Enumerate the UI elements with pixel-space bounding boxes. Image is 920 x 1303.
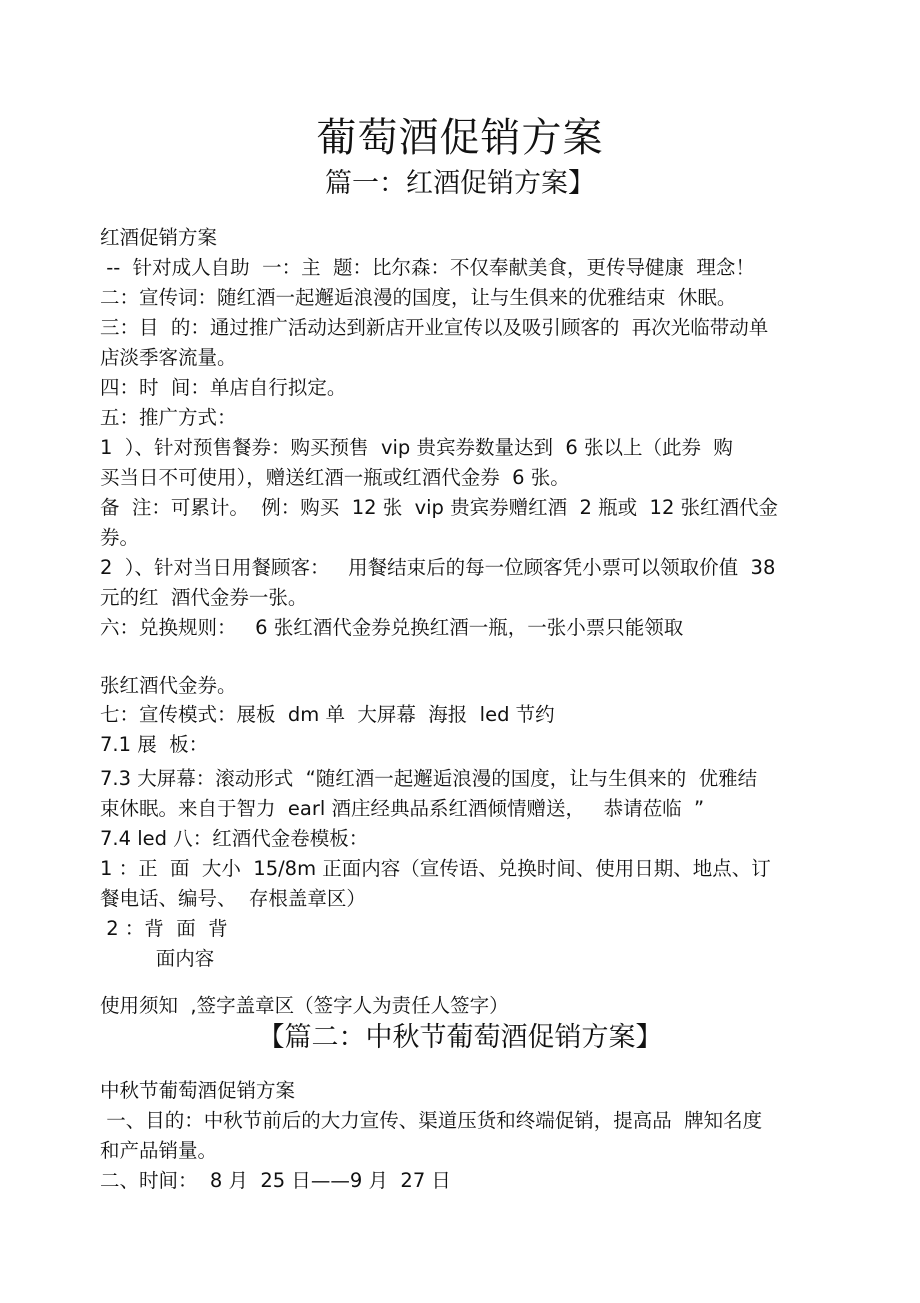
text-line: 中秋节葡萄酒促销方案: [100, 1079, 296, 1102]
text-line: 一、目的：中秋节前后的大力宣传、渠道压货和终端促销，提高品 牌知名度: [100, 1109, 763, 1132]
text-line: 餐电话、编号、 存根盖章区）: [100, 887, 366, 910]
part2-title: 【篇二：中秋节葡萄酒促销方案】: [257, 1022, 663, 1053]
text-line: 元的红 酒代金券一张。: [100, 586, 308, 609]
text-line: 买当日不可使用），赠送红酒一瓶或红酒代金券 6 张。: [100, 466, 570, 489]
text-line: 四：时 间：单店自行拟定。: [100, 376, 347, 399]
text-line: 2 ）、针对当日用餐顾客： 用餐结束后的每一位顾客凭小票可以领取价值 38: [100, 556, 776, 579]
text-line: 面内容: [100, 947, 215, 970]
text-line: 束休眠。来自于智力 earl 酒庄经典品系红酒倾情赠送， 恭请莅临 ”: [100, 797, 705, 820]
text-line: 张红酒代金券。: [100, 674, 237, 697]
text-line: 三：目 的：通过推广活动达到新店开业宣传以及吸引顾客的 再次光临带动单: [100, 316, 769, 339]
text-line: 六：兑换规则： 6 张红酒代金券兑换红酒一瓶，一张小票只能领取: [100, 616, 684, 639]
text-line: 使用须知 ,签字盖章区（签字人为责任人签字）: [100, 994, 509, 1017]
text-line: 7.3 大屏幕：滚动形式 “随红酒一起邂逅浪漫的国度，让与生俱来的 优雅结: [100, 767, 758, 790]
text-line: 1 ：正 面 大小 15/8m 正面内容（宣传语、兑换时间、使用日期、地点、订: [100, 857, 771, 880]
text-line: 1 ）、针对预售餐券：购买预售 vip 贵宾券数量达到 6 张以上（此券 购: [100, 436, 733, 459]
text-line: 店淡季客流量。: [100, 346, 237, 369]
text-line: -- 针对成人自助 一：主 题：比尔森：不仅奉献美食，更传导健康 理念！: [100, 256, 755, 279]
text-line: 7.1 展 板：: [100, 733, 209, 756]
text-line: 备 注：可累计。 例：购买 12 张 vip 贵宾券赠红酒 2 瓶或 12 张红酒代金: [100, 496, 779, 519]
text-line: 五：推广方式：: [100, 406, 237, 429]
part1-title: 篇一：红酒促销方案】: [325, 168, 595, 199]
text-line: 和产品销量。: [100, 1139, 218, 1162]
text-line: 红酒促销方案: [100, 226, 218, 249]
text-line: 七：宣传模式：展板 dm 单 大屏幕 海报 led 节约: [100, 703, 555, 726]
text-line: 券。: [100, 526, 140, 549]
text-line: 7.4 led 八：红酒代金卷模板：: [100, 827, 369, 850]
text-line: 2 ：背 面 背: [100, 917, 228, 940]
document-title: 葡萄酒促销方案: [316, 115, 604, 161]
text-line: 二：宣传词：随红酒一起邂逅浪漫的国度，让与生俱来的优雅结束 休眠。: [100, 286, 737, 309]
text-line: 二、时间： 8 月 25 日——9 月 27 日: [100, 1169, 451, 1192]
